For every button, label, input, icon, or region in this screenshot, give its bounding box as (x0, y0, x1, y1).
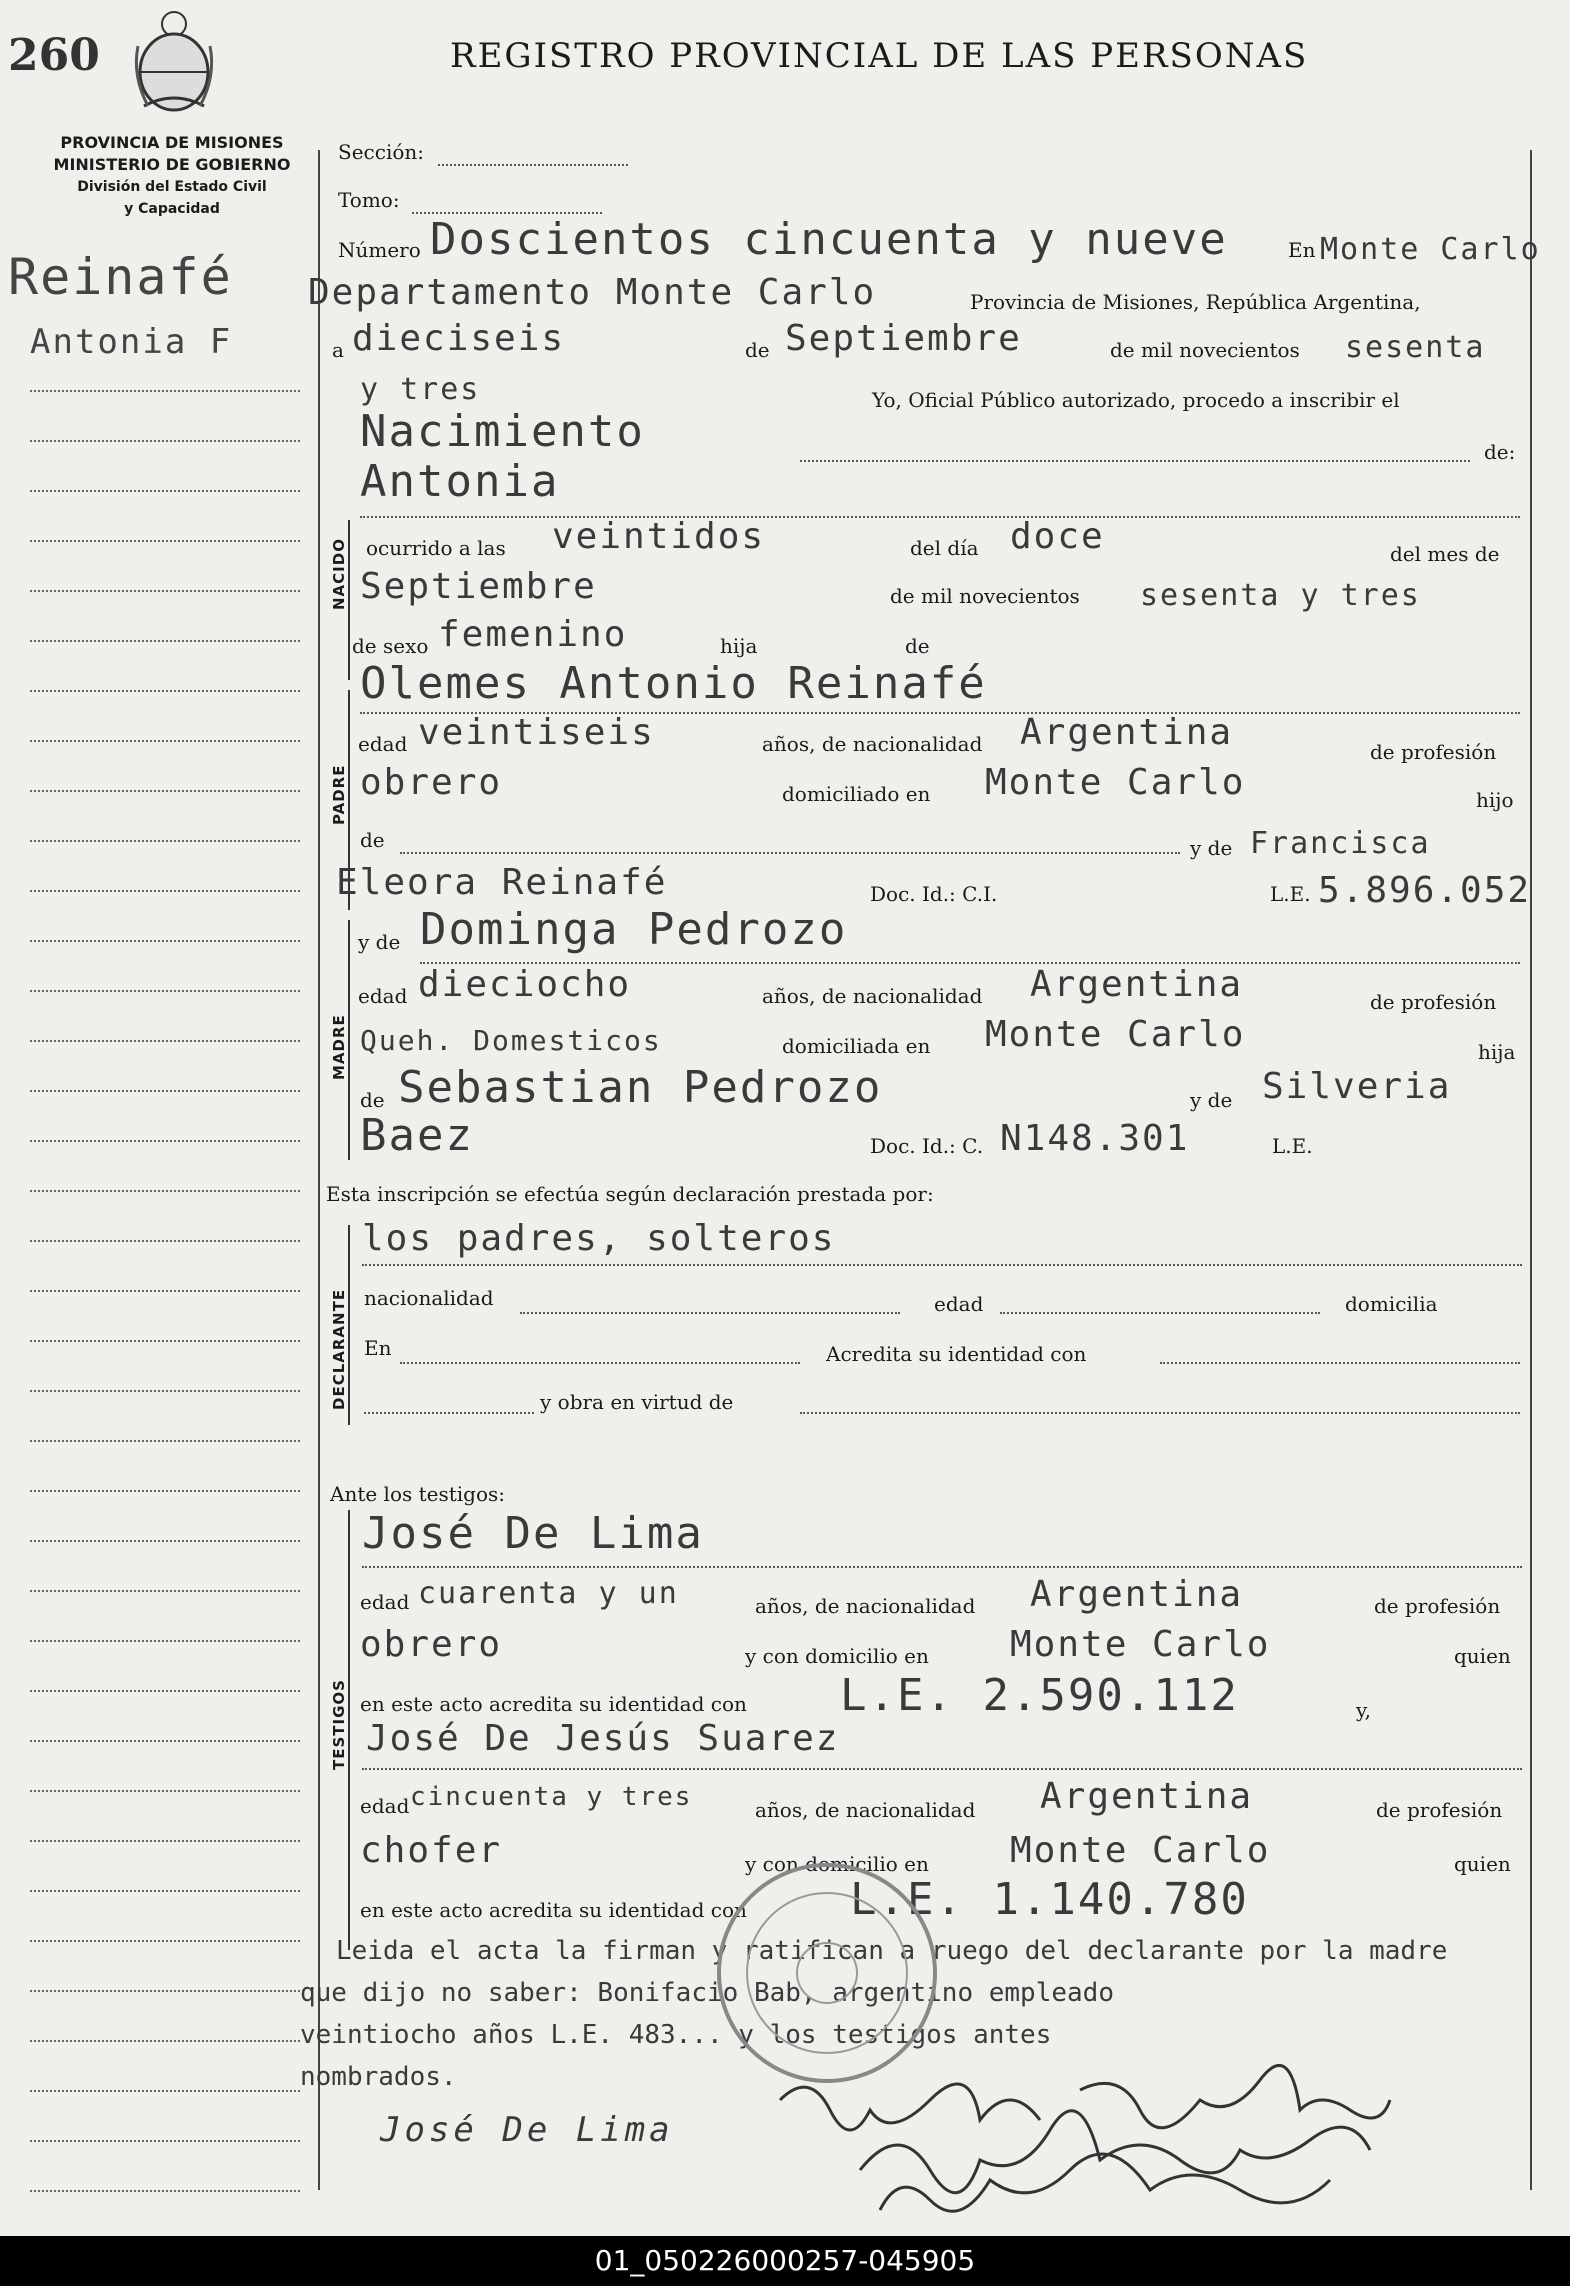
label-hija-2: hija (1478, 1040, 1516, 1064)
label-y-de-2: y de (358, 930, 401, 954)
label-padre: PADRE (330, 764, 348, 825)
label-edad-padre: edad (358, 732, 408, 756)
field-mes: Septiembre (785, 318, 1022, 359)
field-departamento: Departamento Monte Carlo (308, 272, 877, 313)
margin-ruling-line (30, 640, 300, 642)
issuer-division: División del Estado Civil (77, 179, 267, 195)
field-anio-2: y tres (360, 372, 481, 407)
field-anio-nac: sesenta y tres (1140, 578, 1421, 613)
label-de-mil-2: de mil novecientos (890, 584, 1080, 608)
label-prof-t1: de profesión (1374, 1594, 1501, 1618)
label-obra: y obra en virtud de (540, 1390, 734, 1414)
margin-ruling-line (30, 1090, 300, 1092)
margin-ruling-line (30, 1290, 300, 1292)
margin-ruling-line (30, 990, 300, 992)
label-acredita-t2: en este acto acredita su identidad con (360, 1898, 747, 1922)
margin-ruling-line (30, 840, 300, 842)
label-y-de-3: y de (1190, 1088, 1233, 1112)
label-edad-t1: edad (360, 1590, 410, 1614)
image-id-footer: 01_050226000257-045905 (0, 2236, 1570, 2286)
label-de-4: de (360, 1088, 385, 1112)
field-padre-prof: obrero (360, 762, 503, 803)
label-tomo: Tomo: (338, 188, 400, 212)
label-yo-oficial: Yo, Oficial Público autorizado, procedo a inscribir el (872, 388, 1400, 412)
signature-scribbles (760, 2060, 1520, 2234)
label-domicilia: domicilia (1345, 1292, 1438, 1316)
field-madre-ci: N148.301 (1000, 1118, 1190, 1159)
field-localidad: Monte Carlo (1320, 232, 1541, 267)
margin-ruling-line (30, 1590, 300, 1592)
margin-ruling-line (30, 1190, 300, 1192)
label-edad-t2: edad (360, 1794, 410, 1818)
margin-ruling-line (30, 1640, 300, 1642)
margin-ruling-line (30, 1740, 300, 1742)
label-testigos: TESTIGOS (330, 1679, 348, 1770)
bracket-declarante (348, 1225, 350, 1425)
margin-ruling-line (30, 740, 300, 742)
label-nac-t2: años, de nacionalidad (755, 1798, 976, 1822)
margin-rule (318, 150, 320, 2190)
label-edad-decl: edad (934, 1292, 984, 1316)
label-y-coma: y, (1356, 1698, 1371, 1722)
bracket-testigos (348, 1510, 350, 1950)
label-de-colon: de: (1484, 440, 1516, 464)
label-inscripcion: Esta inscripción se efectúa según declaración prestada por: (326, 1182, 934, 1206)
label-a: a (332, 338, 344, 362)
label-quien-1: quien (1454, 1644, 1511, 1668)
field-nombre: Antonia (360, 456, 560, 507)
issuer-province: PROVINCIA DE MISIONES (60, 133, 284, 152)
margin-ruling-line (30, 2140, 300, 2142)
field-madre-nac: Argentina (1030, 964, 1244, 1005)
bracket-nacido (348, 520, 350, 680)
field-acto: Nacimiento (360, 406, 645, 457)
label-del-mes: del mes de (1390, 542, 1500, 566)
label-prof-padre: de profesión (1370, 740, 1497, 764)
margin-ruling-line (30, 540, 300, 542)
signature-testigo1: José De Lima (380, 2110, 674, 2150)
margin-ruling-line (30, 1990, 300, 1992)
label-doc-padre: Doc. Id.: C.I. (870, 882, 998, 906)
field-t1-prof: obrero (360, 1624, 503, 1665)
field-testigo1: José De Lima (362, 1508, 704, 1559)
margin-ruling-line (30, 940, 300, 942)
label-nac-padre: años, de nacionalidad (762, 732, 983, 756)
label-hijo: hijo (1476, 788, 1514, 812)
field-numero: Doscientos cincuenta y nueve (430, 214, 1228, 265)
label-de-1: de (745, 338, 770, 362)
label-acredita: Acredita su identidad con (826, 1342, 1087, 1366)
coat-of-arms-icon (128, 6, 220, 122)
margin-ruling-line (30, 1690, 300, 1692)
label-hija: hija (720, 634, 758, 658)
label-ocurrido: ocurrido a las (366, 536, 506, 560)
label-sexo: de sexo (352, 634, 429, 658)
margin-ruling-line (30, 1890, 300, 1892)
label-de-3: de (360, 828, 385, 852)
label-de-mil: de mil novecientos (1110, 338, 1300, 362)
field-madre-padre: Sebastian Pedrozo (398, 1062, 883, 1113)
field-t2-prof: chofer (360, 1830, 503, 1871)
field-padre-madre: Francisca (1250, 826, 1431, 861)
margin-ruling-line (30, 590, 300, 592)
field-padre-nac: Argentina (1020, 712, 1234, 753)
label-numero: Número (338, 238, 421, 262)
label-en-decl: En (364, 1336, 392, 1360)
field-t2-doc: L.E. 1.140.780 (850, 1874, 1249, 1925)
field-madre-nombre: Dominga Pedrozo (420, 904, 848, 955)
margin-given-name: Antonia F (30, 322, 233, 362)
label-nacionalidad: nacionalidad (364, 1286, 494, 1310)
margin-ruling-line (30, 490, 300, 492)
field-padre-madre-2: Eleora Reinafé (336, 862, 668, 903)
note-line-4: nombrados. (300, 2062, 457, 2092)
margin-ruling-line (30, 790, 300, 792)
field-madre-madre-2: Baez (360, 1110, 474, 1161)
field-declarante: los padres, solteros (362, 1218, 836, 1259)
field-sexo: femenino (438, 614, 628, 655)
label-dom-madre: domiciliada en (782, 1034, 931, 1058)
field-dia: dieciseis (352, 318, 566, 359)
note-line-1: Leida el acta la firman y ratifican a ruego del declarante por la madre (336, 1936, 1448, 1966)
field-padre-nombre: Olemes Antonio Reinafé (360, 658, 987, 709)
label-prof-madre: de profesión (1370, 990, 1497, 1014)
margin-ruling-line (30, 440, 300, 442)
label-testigos: Ante los testigos: (330, 1482, 506, 1506)
margin-ruling-line (30, 1790, 300, 1792)
label-en: En (1288, 238, 1316, 262)
label-le-madre: L.E. (1272, 1134, 1313, 1158)
field-madre-prof: Queh. Domesticos (360, 1024, 662, 1057)
margin-ruling-line (30, 1490, 300, 1492)
label-del-dia: del día (910, 536, 979, 560)
label-provincia: Provincia de Misiones, República Argentina, (970, 290, 1421, 314)
margin-ruling-line (30, 1440, 300, 1442)
label-nac-madre: años, de nacionalidad (762, 984, 983, 1008)
field-t2-edad: cincuenta y tres (410, 1782, 693, 1812)
bracket-madre (348, 920, 350, 1160)
field-madre-dom: Monte Carlo (985, 1014, 1246, 1055)
margin-ruling-line (30, 2090, 300, 2092)
margin-ruling-line (30, 1840, 300, 1842)
label-con-dom-t2: y con domicilio en (745, 1852, 929, 1876)
label-le-padre: L.E. (1270, 882, 1311, 906)
field-madre-madre: Silveria (1262, 1066, 1452, 1107)
label-seccion: Sección: (338, 140, 424, 164)
margin-ruling-line (30, 1140, 300, 1142)
label-de-2: de (905, 634, 930, 658)
registry-stamp (712, 1858, 942, 2092)
margin-ruling-line (30, 1040, 300, 1042)
margin-ruling-line (30, 390, 300, 392)
field-t1-doc: L.E. 2.590.112 (840, 1670, 1239, 1721)
field-anio: sesenta (1345, 330, 1486, 365)
margin-ruling-line (30, 1940, 300, 1942)
issuer-ministry: MINISTERIO DE GOBIERNO (53, 155, 291, 174)
page-number: 260 (8, 30, 100, 81)
margin-surname: Reinafé (8, 248, 233, 306)
margin-ruling-line (30, 1240, 300, 1242)
issuer-block (32, 132, 312, 220)
field-dia-nac: doce (1010, 516, 1105, 557)
label-doc-madre: Doc. Id.: C. (870, 1134, 984, 1158)
field-t2-nac: Argentina (1040, 1776, 1254, 1817)
label-dom-padre: domiciliado en (782, 782, 931, 806)
label-nacido: NACIDO (330, 538, 348, 610)
field-t1-dom: Monte Carlo (1010, 1624, 1271, 1665)
field-padre-edad: veintiseis (418, 712, 655, 753)
document-title: REGISTRO PROVINCIAL DE LAS PERSONAS (450, 36, 1309, 76)
field-hora: veintidos (552, 516, 766, 557)
margin-ruling-line (30, 1340, 300, 1342)
margin-ruling-line (30, 1390, 300, 1392)
margin-ruling-line (30, 1540, 300, 1542)
field-t1-nac: Argentina (1030, 1574, 1244, 1615)
margin-ruling-line (30, 690, 300, 692)
label-nac-t1: años, de nacionalidad (755, 1594, 976, 1618)
label-quien-2: quien (1454, 1852, 1511, 1876)
note-line-2: que dijo no saber: Bonifacio Bab, argentino empleado (300, 1978, 1114, 2008)
margin-ruling-line (30, 890, 300, 892)
field-testigo2: José De Jesús Suarez (366, 1718, 840, 1759)
label-declarante: DECLARANTE (330, 1288, 348, 1410)
label-madre: MADRE (330, 1014, 348, 1080)
issuer-capacity: y Capacidad (124, 201, 220, 217)
label-con-dom-t1: y con domicilio en (745, 1644, 929, 1668)
field-padre-le: 5.896.052 (1318, 870, 1532, 911)
margin-ruling-line (30, 2190, 300, 2192)
field-madre-edad: dieciocho (418, 964, 632, 1005)
margin-ruling-line (30, 2040, 300, 2042)
field-mes-nac: Septiembre (360, 566, 597, 607)
field-t2-dom: Monte Carlo (1010, 1830, 1271, 1871)
label-edad-madre: edad (358, 984, 408, 1008)
field-padre-dom: Monte Carlo (985, 762, 1246, 803)
label-y-de-1: y de (1190, 836, 1233, 860)
right-rule (1530, 150, 1532, 2190)
label-acredita-t1: en este acto acredita su identidad con (360, 1692, 747, 1716)
label-prof-t2: de profesión (1376, 1798, 1503, 1822)
note-line-3: veintiocho años L.E. 483... y los testigos antes (300, 2020, 1052, 2050)
field-t1-edad: cuarenta y un (418, 1576, 679, 1611)
